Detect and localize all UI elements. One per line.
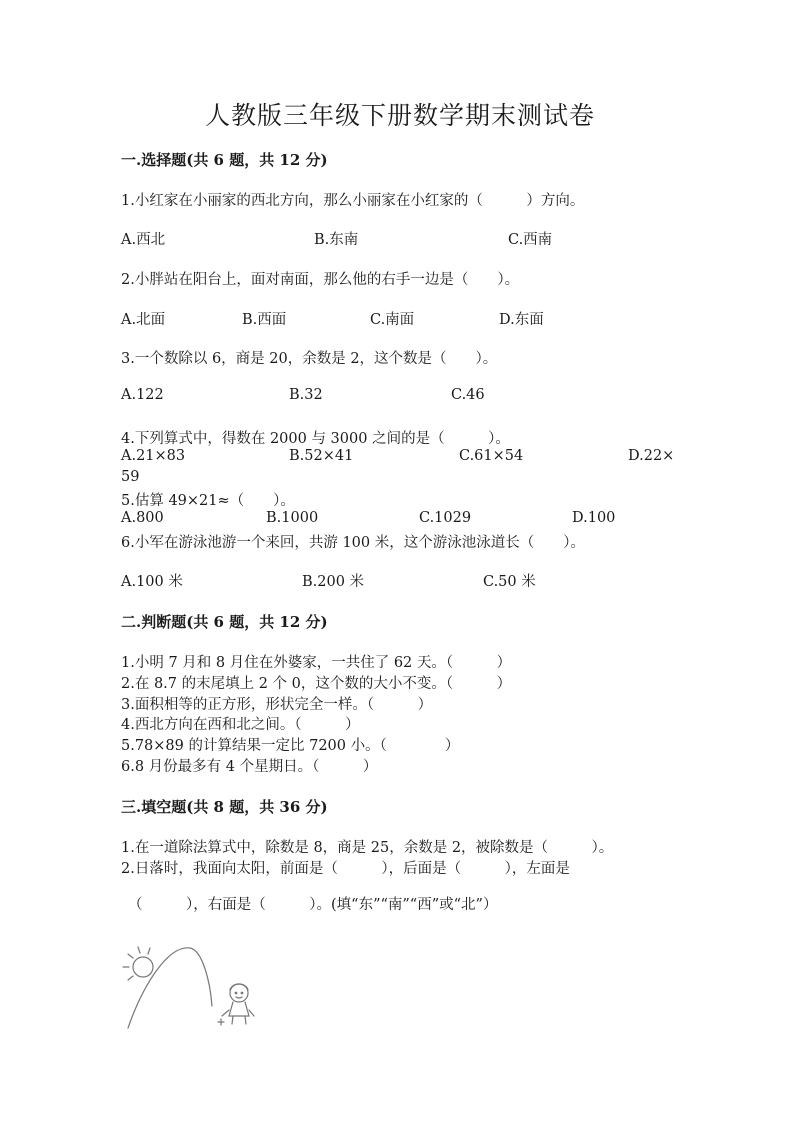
- fill-item-continued: （ ），右面是（ ）。(填“东”“南”“西”或“北”）: [128, 897, 498, 913]
- option-row: [121, 448, 681, 468]
- question-stem: 2.小胖站在阳台上，面对南面，那么他的右手一边是（ ）。: [121, 272, 520, 288]
- judgement-item: 4.西北方向在西和北之间。（ ）: [121, 717, 360, 733]
- option: C.西南: [508, 232, 553, 248]
- option: D.100: [572, 510, 616, 526]
- option: C.61×54: [459, 448, 524, 464]
- question-stem: 4.下列算式中，得数在 2000 与 3000 之间的是（ ）。: [121, 431, 510, 447]
- judgement-item: 1.小明 7 月和 8 月住在外婆家，一共住了 62 天。（ ）: [121, 655, 512, 671]
- option: D.22×: [628, 448, 675, 464]
- judgement-item: 3.面积相等的正方形，形状完全一样。（ ）: [121, 697, 433, 713]
- option-row: [121, 387, 681, 407]
- judgement-item: 2.在 8.7 的末尾填上 2 个 0，这个数的大小不变。（ ）: [121, 676, 512, 692]
- question-stem: 3.一个数除以 6，商是 20，余数是 2，这个数是（ ）。: [121, 351, 498, 367]
- section-heading-choice: 一.选择题(共 6 题，共 12 分): [121, 151, 328, 169]
- option: A.西北: [121, 232, 166, 248]
- judgement-item: 5.78×89 的计算结果一定比 7200 小。（ ）: [121, 738, 460, 754]
- fill-item: 2.日落时，我面向太阳，前面是（ ），后面是（ ），左面是: [121, 861, 570, 877]
- section-heading-fill-blank: 三.填空题(共 8 题，共 36 分): [121, 798, 328, 816]
- option: A.800: [121, 510, 164, 526]
- sunset-illustration: [118, 940, 268, 1040]
- option-row: [121, 570, 681, 590]
- page-title: 人教版三年级下册数学期末测试卷: [204, 101, 595, 130]
- option-row: [121, 510, 681, 530]
- option-wrap: 59: [121, 469, 140, 485]
- option: B.32: [289, 387, 323, 403]
- option-row: [121, 228, 681, 248]
- option: A.100 米: [121, 574, 183, 590]
- option: C.南面: [370, 312, 415, 328]
- option: B.东南: [314, 232, 359, 248]
- question-stem: 6.小军在游泳池游一个来回，共游 100 米，这个游泳池泳道长（ ）。: [121, 535, 585, 551]
- option: C.1029: [419, 510, 472, 526]
- option: A.21×83: [121, 448, 186, 464]
- judgement-item: 6.8 月份最多有 4 个星期日。（ ）: [121, 759, 378, 775]
- option: B.西面: [242, 312, 287, 328]
- option: D.东面: [499, 312, 544, 328]
- question-stem: 1.小红家在小丽家的西北方向，那么小丽家在小红家的（ ）方向。: [121, 193, 585, 209]
- child-figure-icon: [218, 984, 254, 1025]
- fill-item: 1.在一道除法算式中，除数是 8，商是 25，余数是 2，被除数是（ ）。: [121, 840, 614, 856]
- option: A.122: [121, 387, 164, 403]
- option-row: [121, 308, 681, 328]
- question-stem: 5.估算 49×21≈（ ）。: [121, 493, 295, 509]
- option: C.46: [451, 387, 485, 403]
- option: B.52×41: [289, 448, 354, 464]
- option: B.1000: [266, 510, 319, 526]
- option: B.200 米: [302, 574, 365, 590]
- section-heading-judgement: 二.判断题(共 6 题，共 12 分): [121, 613, 328, 631]
- option: A.北面: [121, 312, 166, 328]
- option: C.50 米: [483, 574, 536, 590]
- sun-icon: [133, 957, 153, 977]
